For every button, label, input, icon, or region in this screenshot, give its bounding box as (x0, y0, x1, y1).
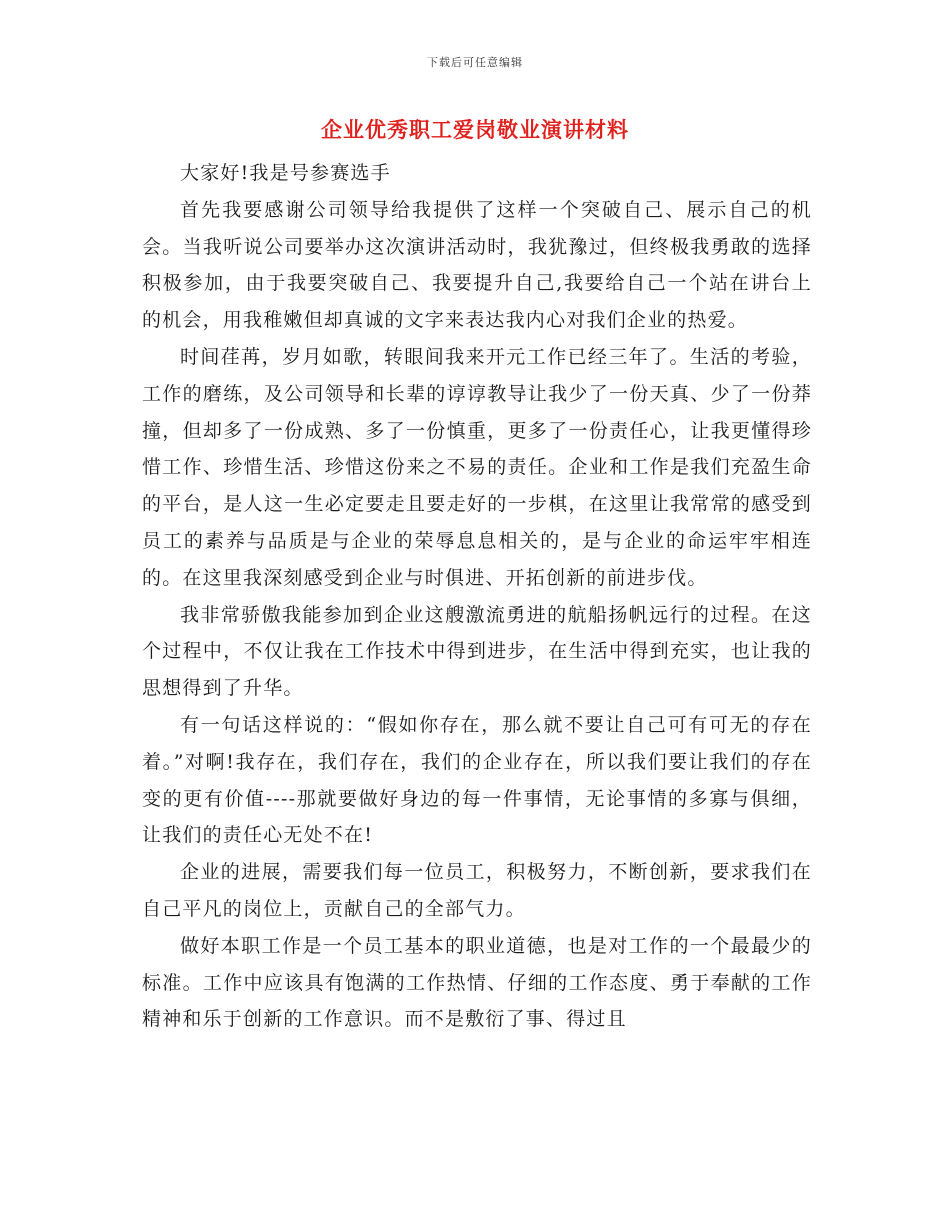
document-body (142, 155, 812, 1038)
paragraph-duty: 做好本职工作是一个员工基本的职业道德，也是对工作的一个最最少的标准。工作中应该具有饱满的工作热情、仔细的工作态度、勇于奉献的工作精神和乐于创新的工作意识。而不是敷衍了事、得过且 (142, 934, 812, 1031)
document-title: 企业优秀职工爱岗敬业演讲材料 (321, 117, 629, 142)
paragraph-quote: 有一句话这样说的：“假如你存在，那么就不要让自己可有可无的存在着。”对啊!我存在，我们存在，我们的企业存在，所以我们要让我们的存在变的更有价值----那就要做好身边的每一件事情，无论事情的多寡与俱细，让我们的责任心无处不在! (142, 713, 812, 847)
paragraph-time: 时间荏苒，岁月如歌，转眼间我来开元工作已经三年了。生活的考验，工作的磨练，及公司领导和长辈的谆谆教导让我少了一份天真、少了一份莽撞，但却多了一份成熟、多了一份慎重，更多了一份责任心，让我更懂得珍惜工作、珍惜生活、珍惜这份来之不易的责任。企业和工作是我们充盈生命的平台，是人这一生必定要走且要走好的一步棋，在这里让我常常的感受到员工的素养与品质是与企业的荣辱息息相关的，是与企业的命运牢牢相连的。在这里我深刻感受到企业与时俱进、开拓创新的前进步伐。 (142, 345, 812, 589)
page-header-note: 下载后可任意编辑 (427, 56, 523, 69)
paragraph-thanks: 首先我要感谢公司领导给我提供了这样一个突破自己、展示自己的机会。当我听说公司要举办这次演讲活动时，我犹豫过，但终极我勇敢的选择积极参加，由于我要突破自己、我要提升自己,我要给自己一个站在讲台上的机会，用我稚嫩但却真诚的文字来表达我内心对我们企业的热爱。 (142, 198, 812, 332)
paragraph-pride: 我非常骄傲我能参加到企业这艘激流勇进的航船扬帆远行的过程。在这个过程中，不仅让我在工作技术中得到进步，在生活中得到充实，也让我的思想得到了升华。 (142, 603, 812, 700)
paragraph-development: 企业的进展，需要我们每一位员工，积极努力，不断创新，要求我们在自己平凡的岗位上，贡献自己的全部气力。 (142, 861, 812, 920)
paragraph-greeting: 大家好!我是号参赛选手 (180, 162, 391, 184)
